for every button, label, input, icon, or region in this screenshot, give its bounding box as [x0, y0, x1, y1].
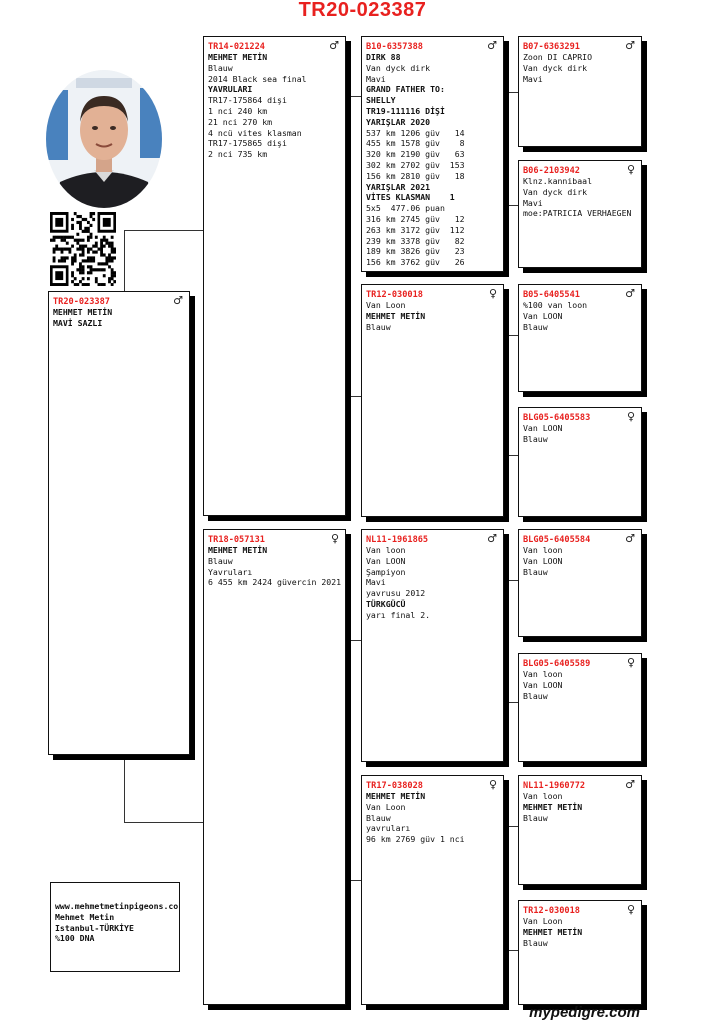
detail-line: 455 km 1578 güv 8: [366, 138, 465, 149]
detail-line: VİTES KLASMAN 1: [366, 192, 455, 203]
detail-line: Zoon DI CAPRIO: [523, 52, 593, 62]
pedigree-title: TR20-023387: [298, 0, 427, 21]
female-icon: ♀: [488, 287, 497, 300]
connector: [504, 580, 519, 581]
pigeon-card-dam-sire[interactable]: [361, 529, 504, 762]
detail-line: moe:PATRICIA VERHAEGEN: [523, 208, 632, 219]
pigeon-card-dam[interactable]: [203, 529, 346, 1005]
detail-line: 21 nci 270 km: [208, 116, 273, 127]
detail-line: yarı final 2.: [366, 609, 431, 620]
pigeon-details: [366, 300, 499, 332]
connector: [504, 92, 519, 93]
detail-line: MEHMET METİN: [523, 926, 583, 937]
pigeon-card-dss[interactable]: [518, 529, 642, 637]
ring-number: TR20-023387: [53, 297, 110, 307]
male-icon: ♂: [625, 532, 635, 545]
connector: [124, 230, 125, 291]
detail-line: YARIŞLAR 2021: [366, 181, 431, 192]
connector: [124, 756, 125, 822]
detail-line: YAVRULARI: [208, 84, 253, 95]
male-icon: ♂: [487, 532, 497, 545]
detail-line: Van loon: [523, 545, 563, 555]
detail-line: Blauw: [366, 812, 391, 823]
detail-line: MAVİ SAZLI: [53, 317, 103, 328]
connector: [504, 205, 519, 206]
detail-line: Blauw: [523, 566, 548, 577]
detail-line: MEHMET METİN: [366, 791, 426, 801]
connector: [345, 96, 362, 97]
male-icon: ♂: [173, 294, 183, 307]
detail-line: MEHMET METİN: [366, 310, 426, 321]
pigeon-details: [523, 545, 637, 577]
connector: [504, 950, 519, 951]
qr-code[interactable]: [50, 212, 116, 286]
detail-line: Blauw: [523, 321, 548, 332]
connector: [345, 640, 362, 641]
detail-line: Mavi: [523, 73, 543, 84]
detail-line: Van loon: [523, 669, 563, 679]
pigeon-card-dsd[interactable]: [518, 653, 642, 762]
pigeon-card-ddd[interactable]: [518, 900, 642, 1005]
detail-line: Van LOON: [523, 555, 563, 566]
pigeon-card-sdd[interactable]: [518, 407, 642, 517]
detail-line: Klnz.kannibaal: [523, 176, 593, 186]
pigeon-card-dam-dam[interactable]: [361, 775, 504, 1005]
detail-line: Van loon: [366, 545, 406, 555]
detail-line: Van dyck dirk: [523, 186, 588, 197]
male-icon: ♂: [487, 39, 497, 52]
detail-line: 5x5 477.06 puan: [366, 203, 445, 214]
female-icon: ♀: [330, 532, 339, 545]
male-icon: ♂: [625, 287, 635, 300]
detail-line: MEHMET METİN: [208, 545, 268, 555]
detail-line: GRAND FATHER TO:: [366, 84, 445, 95]
detail-line: 263 km 3172 güv 112: [366, 224, 465, 235]
connector: [504, 580, 505, 702]
ring-number: TR12-030018: [366, 290, 423, 300]
detail-line: yavruları: [366, 823, 411, 834]
pigeon-card-sire-dam[interactable]: [361, 284, 504, 517]
breeder-contact: [50, 882, 180, 972]
male-icon: ♂: [329, 39, 339, 52]
pigeon-details: [208, 52, 341, 160]
pigeon-card-dds[interactable]: [518, 775, 642, 885]
detail-line: Blauw: [208, 555, 233, 566]
pigeon-details: [523, 916, 637, 948]
website-link[interactable]: www.mehmetmetinpigeons.co: [55, 901, 179, 911]
detail-line: Blauw: [366, 321, 391, 332]
detail-line: TÜRKGÜCÜ: [366, 598, 406, 609]
detail-line: Van LOON: [366, 555, 406, 566]
brand-logo[interactable]: mypedigre.com: [529, 1004, 640, 1021]
connector: [504, 826, 505, 950]
detail-line: 156 km 2810 güv 18: [366, 170, 465, 181]
detail-line: DIRK 88: [366, 52, 401, 62]
pigeon-details: [523, 52, 637, 84]
ring-number: B06-2103942: [523, 166, 580, 176]
ring-number: BLG05-6405589: [523, 659, 591, 669]
detail-line: SHELLY: [366, 95, 396, 106]
pigeon-details: [523, 176, 637, 219]
detail-line: 2 nci 735 km: [208, 149, 268, 160]
pigeon-details: [366, 791, 499, 845]
detail-line: Van LOON: [523, 310, 563, 321]
dna-note: %100 DNA: [55, 933, 95, 944]
detail-line: 320 km 2190 güv 63: [366, 149, 465, 160]
connector: [504, 826, 519, 827]
connector: [345, 396, 362, 397]
detail-line: Mavi: [366, 73, 386, 84]
detail-line: TR17-175865 dişi: [208, 138, 287, 149]
connector: [124, 822, 204, 823]
detail-line: Yavruları: [208, 566, 253, 577]
ring-number: TR17-038028: [366, 781, 423, 791]
detail-line: YARIŞLAR 2020: [366, 116, 431, 127]
female-icon: ♀: [488, 778, 497, 791]
detail-line: Mavi: [523, 197, 543, 208]
connector: [504, 455, 519, 456]
detail-line: 4 ncü vites klasman: [208, 127, 302, 138]
pigeon-card-ssd[interactable]: [518, 160, 642, 268]
pigeon-details: [523, 300, 637, 332]
connector: [504, 335, 519, 336]
connector: [504, 335, 505, 455]
detail-line: Blauw: [523, 812, 548, 823]
pigeon-details: [366, 545, 499, 621]
detail-line: Van Loon: [366, 300, 406, 310]
detail-line: 537 km 1206 güv 14: [366, 127, 465, 138]
detail-line: MEHMET METİN: [208, 52, 268, 62]
detail-line: Blauw: [523, 433, 548, 444]
detail-line: %100 van loon: [523, 300, 588, 310]
ring-number: BLG05-6405584: [523, 535, 591, 545]
pigeon-card-sire[interactable]: [203, 36, 346, 516]
detail-line: TR17-175864 dişi: [208, 95, 287, 106]
pigeon-details: [208, 545, 341, 588]
pigeon-details: [523, 791, 637, 823]
detail-line: Van loon: [523, 791, 563, 801]
connector: [504, 702, 519, 703]
detail-line: MEHMET METİN: [53, 307, 113, 317]
male-icon: ♂: [625, 778, 635, 791]
pigeon-card-subject[interactable]: [48, 291, 190, 755]
detail-line: 6 455 km 2424 güvercin 2021: [208, 577, 342, 588]
detail-line: Van Loon: [366, 801, 406, 812]
detail-line: Blauw: [523, 937, 548, 948]
detail-line: 96 km 2769 güv 1 nci: [366, 834, 465, 845]
detail-line: 156 km 3762 güv 26: [366, 257, 465, 268]
ring-number: B05-6405541: [523, 290, 580, 300]
detail-line: Blauw: [208, 62, 233, 73]
connector: [345, 880, 362, 881]
detail-line: Van dyck dirk: [523, 62, 588, 73]
detail-line: Van Loon: [523, 916, 563, 926]
breeder-name: Mehmet Metin: [55, 911, 115, 922]
ring-number: B07-6363291: [523, 42, 580, 52]
pigeon-details: [366, 52, 499, 268]
female-icon: ♀: [626, 656, 635, 669]
pigeon-details: [523, 423, 637, 445]
detail-line: 189 km 3826 güv 23: [366, 246, 465, 257]
connector: [504, 92, 505, 205]
detail-line: 239 km 3378 güv 82: [366, 235, 465, 246]
ring-number: BLG05-6405583: [523, 413, 591, 423]
female-icon: ♀: [626, 410, 635, 423]
ring-number: NL11-1961865: [366, 535, 429, 545]
female-icon: ♀: [626, 903, 635, 916]
detail-line: TR19-111116 DİŞİ: [366, 105, 445, 116]
pigeon-card-sss[interactable]: [518, 36, 642, 147]
detail-line: Mavi: [366, 577, 386, 588]
male-icon: ♂: [625, 39, 635, 52]
detail-line: MEHMET METİN: [523, 801, 583, 812]
ring-number: B10-6357388: [366, 42, 423, 52]
detail-line: 2014 Black sea final: [208, 73, 307, 84]
pigeon-details: [523, 669, 637, 701]
detail-line: Blauw: [523, 690, 548, 701]
detail-line: Van LOON: [523, 423, 563, 433]
detail-line: 302 km 2702 güv 153: [366, 159, 465, 170]
breeder-location: Istanbul-TÜRKİYE: [55, 922, 134, 933]
ring-number: NL11-1960772: [523, 781, 586, 791]
ring-number: TR18-057131: [208, 535, 265, 545]
detail-line: Van dyck dirk: [366, 62, 431, 73]
ring-number: TR12-030018: [523, 906, 580, 916]
pigeon-details: [53, 307, 185, 329]
detail-line: yavrusu 2012: [366, 588, 426, 599]
detail-line: 1 nci 240 km: [208, 105, 268, 116]
detail-line: Van LOON: [523, 679, 563, 690]
pigeon-card-sds[interactable]: [518, 284, 642, 392]
connector: [124, 230, 204, 231]
pigeon-card-sire-sire[interactable]: [361, 36, 504, 272]
owner-photo: [46, 70, 162, 208]
female-icon: ♀: [626, 163, 635, 176]
detail-line: Şampiyon: [366, 566, 406, 577]
ring-number: TR14-021224: [208, 42, 265, 52]
detail-line: 316 km 2745 güv 12: [366, 213, 465, 224]
